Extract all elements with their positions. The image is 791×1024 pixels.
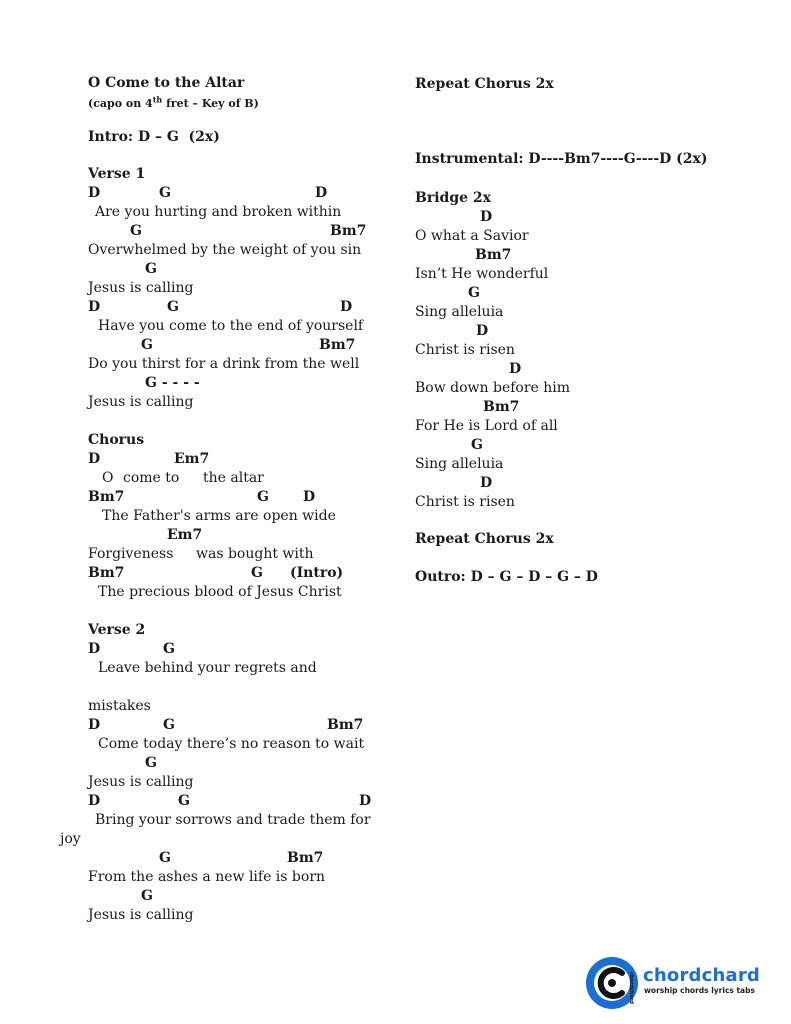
lyric-line: come to (123, 470, 180, 486)
verse2-heading: Verse 2 (88, 622, 146, 638)
chord: D (359, 793, 372, 809)
lyric-line: For He is Lord of all (415, 418, 558, 434)
chord: D (509, 361, 522, 377)
bridge-heading: Bridge 2x (415, 190, 491, 206)
lyric-line: Sing alleluia (415, 304, 504, 320)
lyric-line: Have you come to the end of yourself (98, 318, 364, 334)
lyric-line: The Father's arms are open wide (102, 508, 336, 524)
lyric-line: From the ashes a new life is born (88, 869, 326, 885)
lyric-line: The precious blood of Jesus Christ (98, 584, 342, 600)
chord: Em7 (167, 527, 203, 543)
capo-note: (capo on 4th fret – Key of B) (88, 94, 259, 110)
chord: Bm7 (319, 337, 356, 353)
chord: G (159, 850, 171, 866)
lyric-line: Bring your sorrows and trade them for (95, 812, 371, 828)
chord: G (257, 489, 269, 505)
verse1-heading: Verse 1 (88, 166, 146, 182)
chord: G (471, 437, 483, 453)
chord: D (88, 641, 101, 657)
chord: G (141, 888, 153, 904)
chord: Bm7 (327, 717, 364, 733)
chord: Bm7 (88, 489, 125, 505)
chord: D (88, 451, 101, 467)
song-title: O Come to the Altar (88, 75, 245, 91)
instrumental-line: Instrumental: D----Bm7----G----D (2x) (415, 151, 708, 167)
chord: (Intro) (290, 565, 344, 581)
lyric-line: was bought with (196, 546, 314, 562)
lyric-line: Do you thirst for a drink from the well (88, 356, 360, 372)
lyric-line: Jesus is calling (88, 907, 194, 923)
lyric-line: Come today there’s no reason to wait (98, 736, 365, 752)
lyric-line: Leave behind your regrets and (98, 660, 317, 676)
lyric-line: the altar (203, 470, 264, 486)
chord: G (167, 299, 179, 315)
logo-tagline: worship chords lyrics tabs (644, 986, 755, 995)
chordchard-logo-icon (584, 955, 640, 1011)
chordchard-logo[interactable] (584, 955, 784, 1011)
chord: G (251, 565, 263, 581)
lyric-line: joy (60, 831, 81, 847)
lyric-line: Are you hurting and broken within (95, 204, 342, 220)
chord: Em7 (174, 451, 210, 467)
lyric-line: O what a Savior (415, 228, 529, 244)
lyric-line: O (102, 470, 114, 486)
outro-line: Outro: D – G – D – G – D (415, 569, 598, 585)
chord: D (303, 489, 316, 505)
chord: D (88, 185, 101, 201)
chord: D (88, 793, 101, 809)
lyric-line: Isn’t He wonderful (415, 266, 549, 282)
chord: G (130, 223, 142, 239)
lyric-line: Christ is risen (415, 342, 515, 358)
chord: G (468, 285, 480, 301)
chord: D (88, 299, 101, 315)
chord: G (163, 717, 175, 733)
chord: Bm7 (483, 399, 520, 415)
lyric-line: Jesus is calling (88, 394, 194, 410)
lyric-line: Sing alleluia (415, 456, 504, 472)
lyric-line: Jesus is calling (88, 774, 194, 790)
chorus-heading: Chorus (88, 432, 145, 448)
chord: G (145, 755, 157, 771)
chord: G (178, 793, 190, 809)
repeat-chorus-2: Repeat Chorus 2x (415, 531, 554, 547)
lyric-line: Overwhelmed by the weight of you sin (88, 242, 362, 258)
lyric-line: Jesus is calling (88, 280, 194, 296)
chord: D (480, 209, 493, 225)
chord: Bm7 (88, 565, 125, 581)
chord: G (145, 261, 157, 277)
chord: D (476, 323, 489, 339)
repeat-chorus-1: Repeat Chorus 2x (415, 76, 554, 92)
logo-name: chordchard (643, 965, 761, 986)
chord: D (480, 475, 493, 491)
logo-vertical-text: chordchard (628, 972, 634, 1004)
lyric-line: Christ is risen (415, 494, 515, 510)
chord: D (315, 185, 328, 201)
lyric-line: mistakes (88, 698, 151, 714)
chord: G (163, 641, 175, 657)
chord: G (159, 185, 171, 201)
chord: Bm7 (475, 247, 512, 263)
intro-line: Intro: D – G (2x) (88, 129, 220, 145)
chord: G (141, 337, 153, 353)
chord: D (88, 717, 101, 733)
chord: D (340, 299, 353, 315)
chord: Bm7 (330, 223, 367, 239)
lyric-line: Forgiveness (88, 546, 174, 562)
chord: G - - - - (145, 375, 200, 391)
chord: Bm7 (287, 850, 324, 866)
lyric-line: Bow down before him (415, 380, 571, 396)
